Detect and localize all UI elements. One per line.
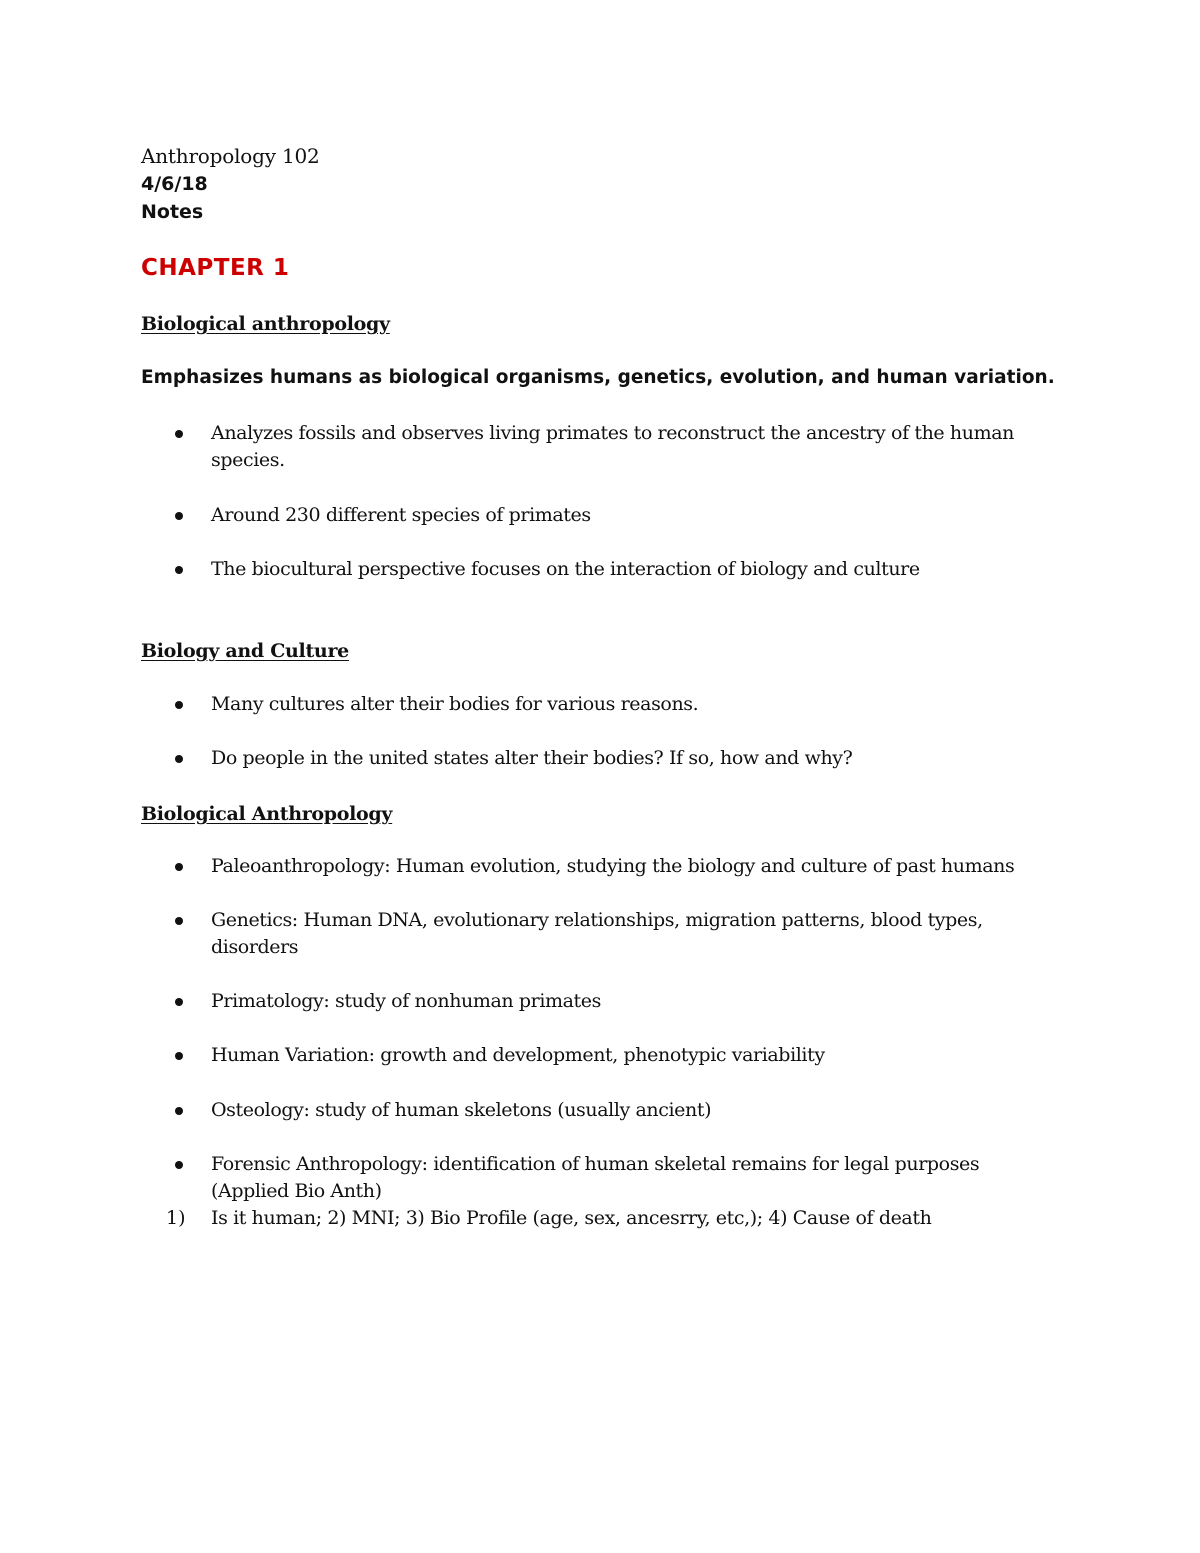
- list-item: Primatology: study of nonhuman primates: [211, 990, 601, 1012]
- bullet-icon: [175, 430, 183, 438]
- list-item: Do people in the united states alter their bodies? If so, how and why?: [211, 747, 853, 769]
- section-intro: Emphasizes humans as biological organisms, genetics, evolution, and human variation.: [141, 367, 1055, 388]
- list-item: Forensic Anthropology: identification of human skeletal remains for legal purposes (Applied Bio Anth): [211, 1153, 980, 1202]
- section-heading-biology-and-culture: Biology and Culture: [141, 640, 349, 662]
- bullet-icon: [175, 755, 183, 763]
- numbered-item: Is it human; 2) MNI; 3) Bio Profile (age, sex, ancesrry, etc,); 4) Cause of death: [211, 1207, 932, 1229]
- list-item: Paleoanthropology: Human evolution, studying the biology and culture of past humans: [211, 855, 1015, 877]
- note-date: 4/6/18: [141, 173, 208, 195]
- numbered-marker: 1): [166, 1207, 186, 1229]
- bullet-icon: [175, 863, 183, 871]
- course-title: Anthropology 102: [141, 144, 320, 168]
- chapter-title: CHAPTER 1: [141, 255, 290, 281]
- section-heading-biological-anthropology-subfields: Biological Anthropology: [141, 803, 393, 825]
- bullet-icon: [175, 1107, 183, 1115]
- list-item: Many cultures alter their bodies for various reasons.: [211, 693, 699, 715]
- bullet-icon: [175, 701, 183, 709]
- bullet-icon: [175, 1052, 183, 1060]
- list-item: Analyzes fossils and observes living primates to reconstruct the ancestry of the human species.: [211, 422, 1014, 471]
- list-item: Human Variation: growth and development, phenotypic variability: [211, 1044, 825, 1066]
- list-item: The biocultural perspective focuses on the interaction of biology and culture: [211, 558, 920, 580]
- notes-label: Notes: [141, 201, 204, 223]
- bullet-icon: [175, 566, 183, 574]
- bullet-icon: [175, 1161, 183, 1169]
- list-item: Around 230 different species of primates: [211, 504, 591, 526]
- bullet-icon: [175, 512, 183, 520]
- list-item: Genetics: Human DNA, evolutionary relationships, migration patterns, blood types, disorders: [211, 909, 983, 958]
- section-heading-biological-anthropology: Biological anthropology: [141, 313, 390, 335]
- list-item: Osteology: study of human skeletons (usually ancient): [211, 1099, 712, 1121]
- bullet-icon: [175, 998, 183, 1006]
- bullet-icon: [175, 917, 183, 925]
